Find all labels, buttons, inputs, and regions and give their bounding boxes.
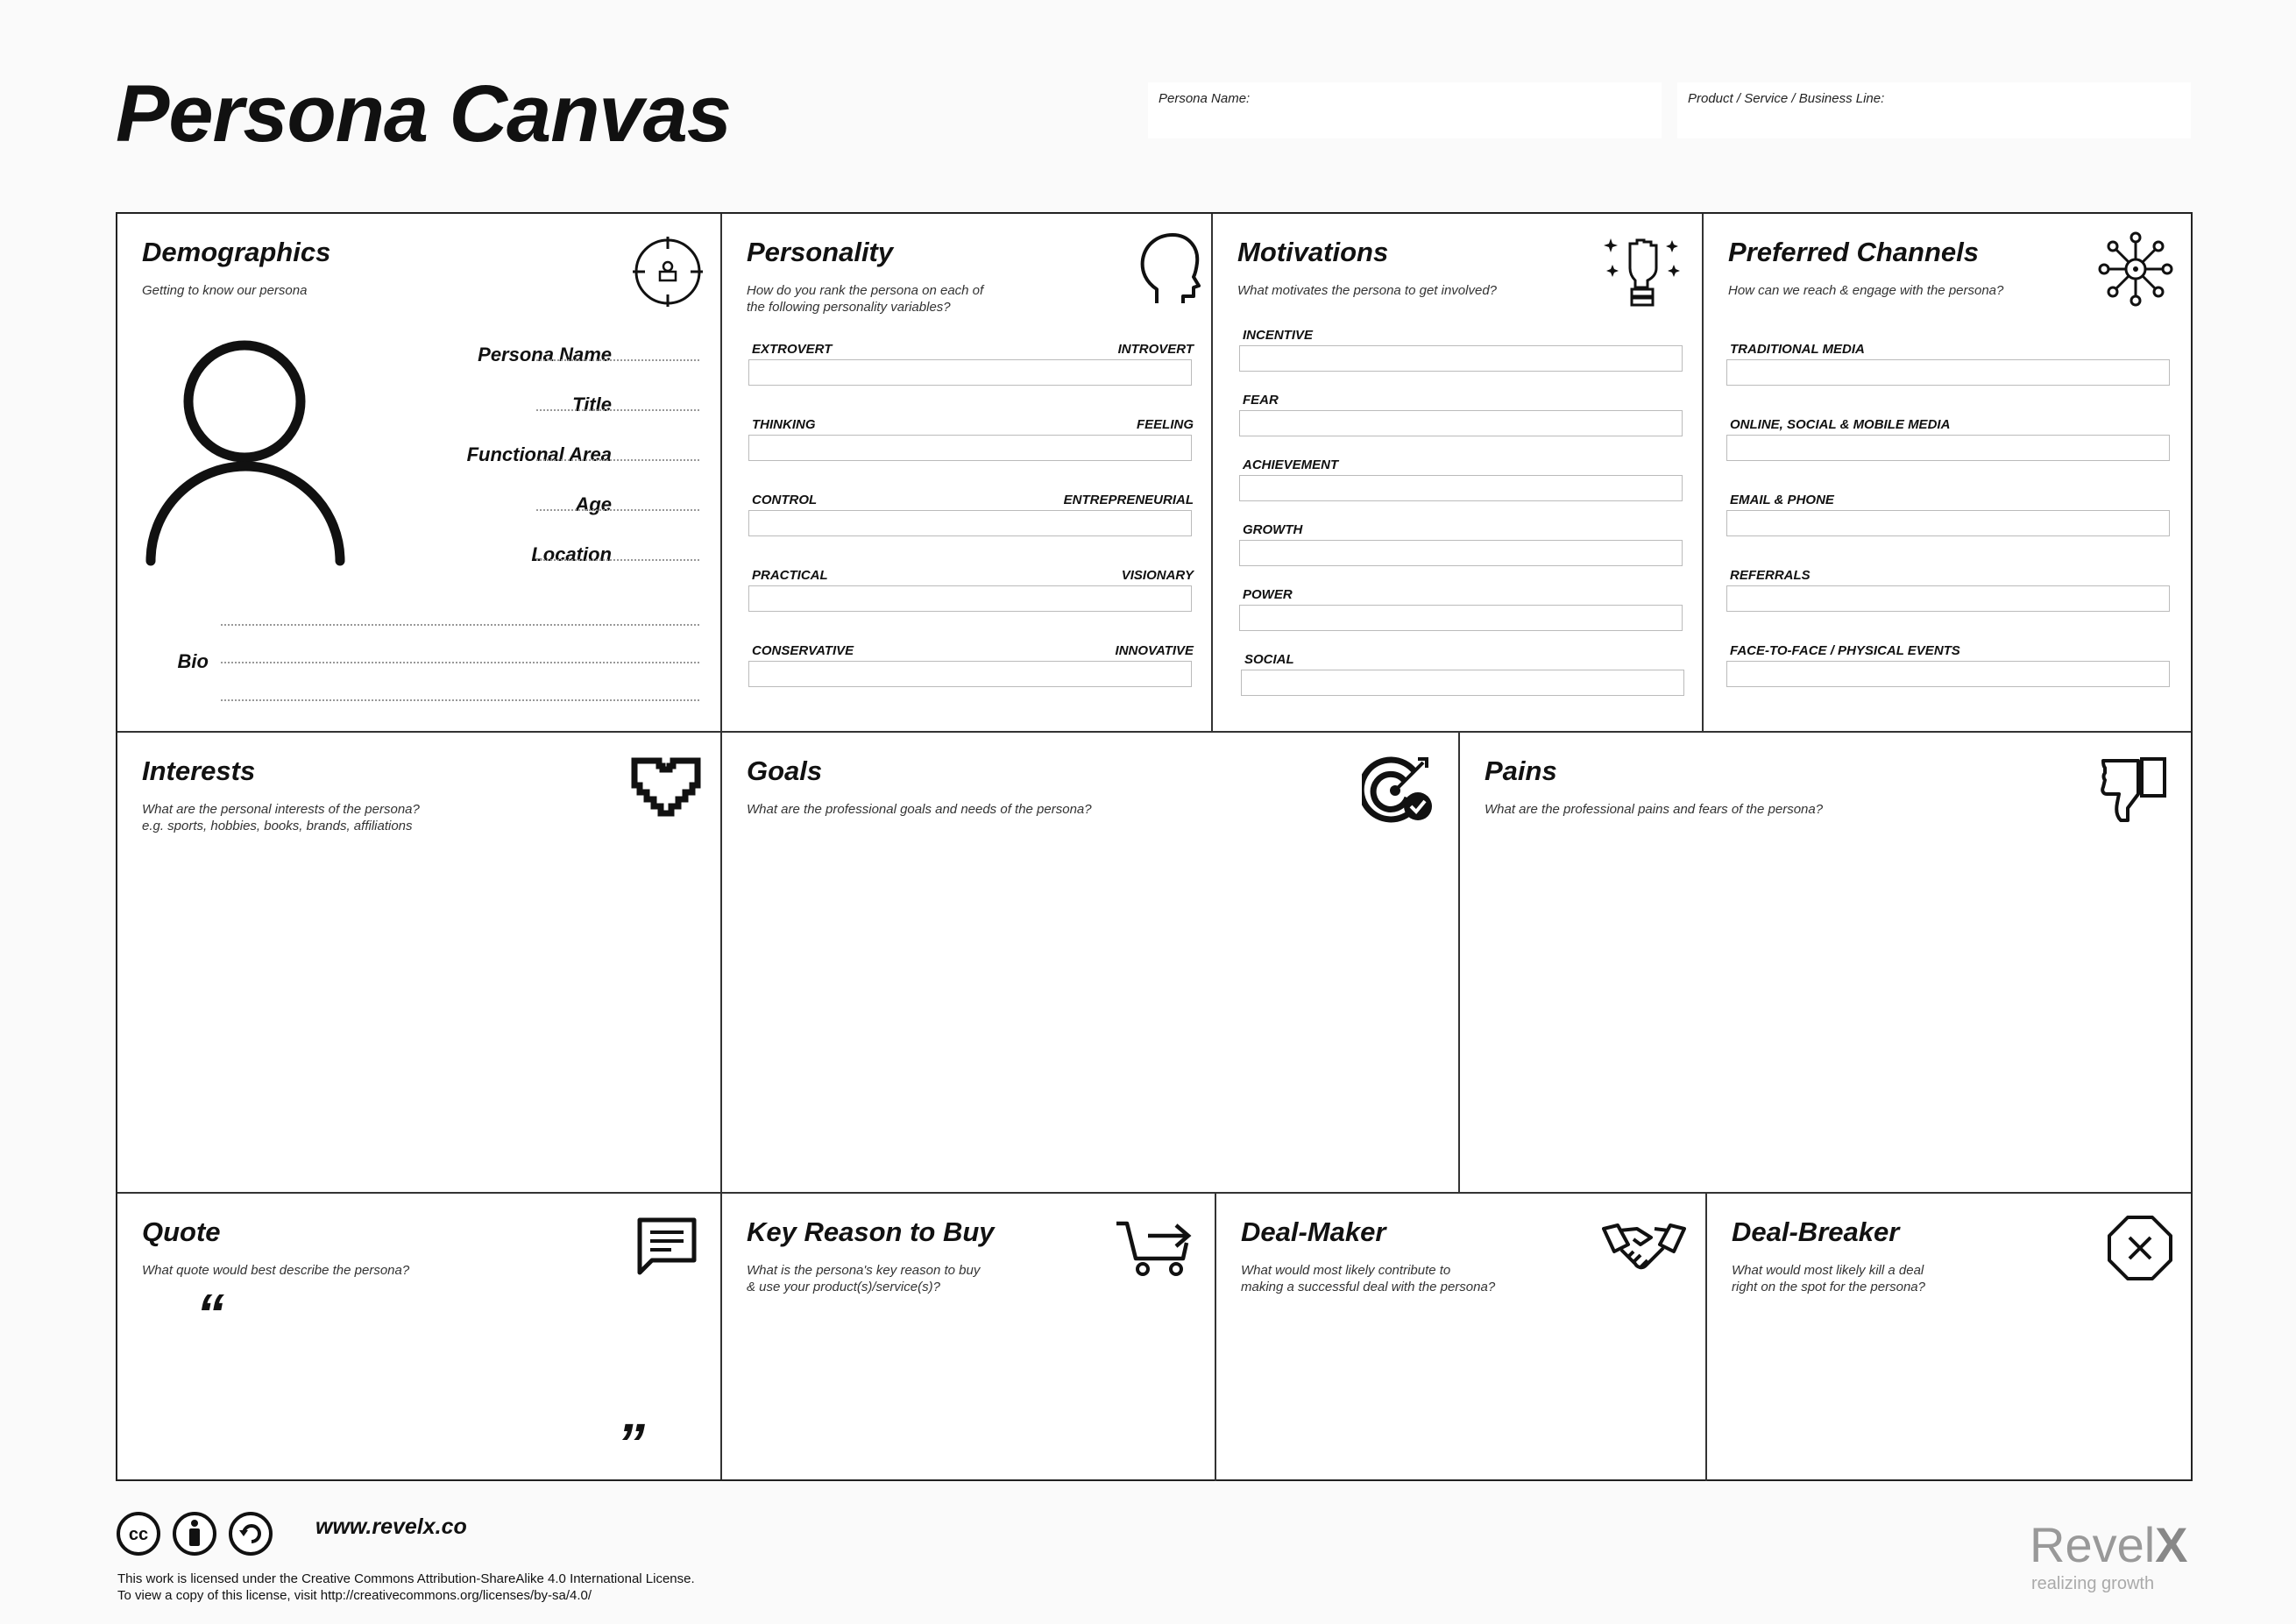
- channels-section: [1704, 214, 2191, 731]
- field-label-functional-area: Functional Area: [466, 443, 612, 465]
- scale-input[interactable]: [748, 510, 1192, 536]
- channel-input[interactable]: [1726, 510, 2170, 536]
- bio-label: Bio: [177, 650, 209, 672]
- motivations-section: [1213, 214, 1702, 731]
- shopping-cart-icon: [1115, 1220, 1194, 1278]
- goals-title: Goals: [747, 755, 823, 786]
- channel-label: REFERRALS: [1730, 568, 1811, 583]
- motivation-input[interactable]: [1241, 670, 1684, 696]
- key-reason-subtitle: What is the persona's key reason to buy & use your product(s)/service(s)?: [747, 1263, 981, 1294]
- demographics-section: [117, 214, 720, 731]
- pains-title: Pains: [1485, 755, 1557, 786]
- motivation-label: ACHIEVEMENT: [1243, 457, 1339, 472]
- network-hub-icon: [2098, 231, 2173, 307]
- handshake-icon: [1602, 1222, 1686, 1274]
- motivation-label: GROWTH: [1243, 522, 1303, 537]
- motivations-subtitle: What motivates the persona to get involved?: [1237, 283, 1498, 298]
- close-quote-mark: ”: [617, 1412, 645, 1475]
- channel-input[interactable]: [1726, 661, 2170, 687]
- field-label-persona-name: Persona Name: [478, 344, 612, 365]
- brand-text: Revel: [2030, 1517, 2156, 1572]
- brand-logo: [2030, 1516, 2188, 1573]
- channel-input[interactable]: [1726, 435, 2170, 461]
- quote-title: Quote: [142, 1216, 221, 1247]
- field-label-title: Title: [572, 394, 612, 415]
- motivation-label: SOCIAL: [1244, 652, 1294, 667]
- scale-left-label: EXTROVERT: [752, 342, 833, 357]
- target-user-icon: [633, 237, 703, 307]
- field-line[interactable]: [536, 509, 699, 511]
- avatar-silhouette-icon: [144, 337, 349, 578]
- scale-left-label: PRACTICAL: [752, 568, 828, 583]
- personality-title: Personality: [747, 237, 894, 267]
- channel-input[interactable]: [1726, 359, 2170, 386]
- pixel-heart-icon: [631, 757, 701, 820]
- field-line[interactable]: [536, 459, 699, 461]
- motivation-label: INCENTIVE: [1243, 328, 1314, 343]
- deal-maker-title: Deal-Maker: [1241, 1216, 1386, 1247]
- interests-title: Interests: [142, 755, 256, 786]
- deal-maker-section[interactable]: [1216, 1194, 1705, 1479]
- persona-name-label: Persona Name:: [1159, 91, 1251, 106]
- quote-section[interactable]: [117, 1194, 720, 1479]
- cc-icon: [118, 1514, 159, 1554]
- goals-section[interactable]: [722, 733, 1458, 1192]
- field-line[interactable]: [536, 559, 699, 561]
- product-label: Product / Service / Business Line:: [1688, 91, 1885, 106]
- svg-text:cc: cc: [128, 1525, 149, 1544]
- channel-label: TRADITIONAL MEDIA: [1730, 342, 1865, 357]
- interests-section[interactable]: [117, 733, 720, 1192]
- raised-fist-icon: [1604, 233, 1683, 307]
- head-profile-icon: [1137, 231, 1201, 305]
- quote-subtitle: What quote would best describe the persona?: [142, 1263, 410, 1278]
- scale-left-label: CONTROL: [752, 493, 818, 507]
- bio-line[interactable]: [221, 624, 699, 626]
- scale-left-label: THINKING: [752, 417, 816, 432]
- scale-right-label: INNOVATIVE: [1115, 643, 1194, 658]
- bio-line[interactable]: [221, 699, 699, 701]
- octagon-x-icon: [2107, 1215, 2173, 1281]
- channel-label: ONLINE, SOCIAL & MOBILE MEDIA: [1730, 417, 1951, 432]
- motivation-input[interactable]: [1239, 605, 1683, 631]
- license-text: This work is licensed under the Creative Commons Attribution-ShareAlike 4.0 International License. To view a copy of this license, visit http://creativecommons.org/licenses/by-sa/4.0/: [117, 1571, 695, 1603]
- target-check-icon: [1362, 754, 1435, 824]
- interests-subtitle: What are the personal interests of the persona? e.g. sports, hobbies, books, brands, affiliations: [142, 802, 420, 833]
- scale-input[interactable]: [748, 661, 1192, 687]
- goals-subtitle: What are the professional goals and needs of the persona?: [747, 802, 1092, 817]
- field-label-location: Location: [531, 543, 612, 565]
- thumbs-down-icon: [2100, 754, 2170, 824]
- motivations-title: Motivations: [1237, 237, 1389, 267]
- deal-breaker-section[interactable]: [1707, 1194, 2191, 1479]
- deal-breaker-title: Deal-Breaker: [1732, 1216, 1900, 1247]
- demographics-subtitle: Getting to know our persona: [142, 283, 308, 298]
- brand-mark: X: [2155, 1517, 2188, 1572]
- scale-right-label: VISIONARY: [1121, 568, 1194, 583]
- motivation-label: POWER: [1243, 587, 1293, 602]
- canvas-grid: [116, 212, 2193, 1481]
- scale-right-label: ENTREPRENEURIAL: [1063, 493, 1194, 507]
- scale-input[interactable]: [748, 585, 1192, 612]
- personality-subtitle: How do you rank the persona on each of the following personality variables?: [747, 283, 984, 315]
- field-line[interactable]: [536, 409, 699, 411]
- motivation-input[interactable]: [1239, 475, 1683, 501]
- channels-subtitle: How can we reach & engage with the persona?: [1728, 283, 2004, 298]
- open-quote-mark: “: [196, 1282, 224, 1345]
- channel-label: EMAIL & PHONE: [1730, 493, 1834, 507]
- persona-name-field[interactable]: [1148, 82, 1662, 138]
- sharealike-icon: [230, 1514, 271, 1554]
- attribution-icon: [174, 1514, 215, 1554]
- scale-left-label: CONSERVATIVE: [752, 643, 854, 658]
- channel-label: FACE-TO-FACE / PHYSICAL EVENTS: [1730, 643, 1960, 658]
- key-reason-section[interactable]: [722, 1194, 1215, 1479]
- motivation-input[interactable]: [1239, 345, 1683, 372]
- key-reason-title: Key Reason to Buy: [747, 1216, 995, 1247]
- website-link[interactable]: www.revelx.co: [315, 1514, 467, 1539]
- bio-line[interactable]: [221, 662, 699, 663]
- channel-input[interactable]: [1726, 585, 2170, 612]
- pains-subtitle: What are the professional pains and fears of the persona?: [1485, 802, 1824, 817]
- product-field[interactable]: [1677, 82, 2191, 138]
- motivation-input[interactable]: [1239, 410, 1683, 436]
- channels-title: Preferred Channels: [1728, 237, 1979, 267]
- field-line[interactable]: [536, 359, 699, 361]
- motivation-label: FEAR: [1243, 393, 1279, 408]
- deal-maker-subtitle: What would most likely contribute to making a successful deal with the persona?: [1241, 1263, 1496, 1294]
- page-title: Persona Canvas: [116, 69, 731, 159]
- personality-section: [722, 214, 1211, 731]
- scale-right-label: FEELING: [1136, 417, 1194, 432]
- license-icons: [116, 1511, 273, 1557]
- scale-right-label: INTROVERT: [1117, 342, 1194, 357]
- scale-input[interactable]: [748, 359, 1192, 386]
- scale-input[interactable]: [748, 435, 1192, 461]
- field-label-age: Age: [575, 493, 612, 515]
- pains-section[interactable]: [1460, 733, 2191, 1192]
- speech-bubble-icon: [636, 1216, 698, 1278]
- brand-tagline: realizing growth: [2031, 1574, 2155, 1593]
- motivation-input[interactable]: [1239, 540, 1683, 566]
- demographics-title: Demographics: [142, 237, 331, 267]
- deal-breaker-subtitle: What would most likely kill a deal right on the spot for the persona?: [1732, 1263, 1925, 1294]
